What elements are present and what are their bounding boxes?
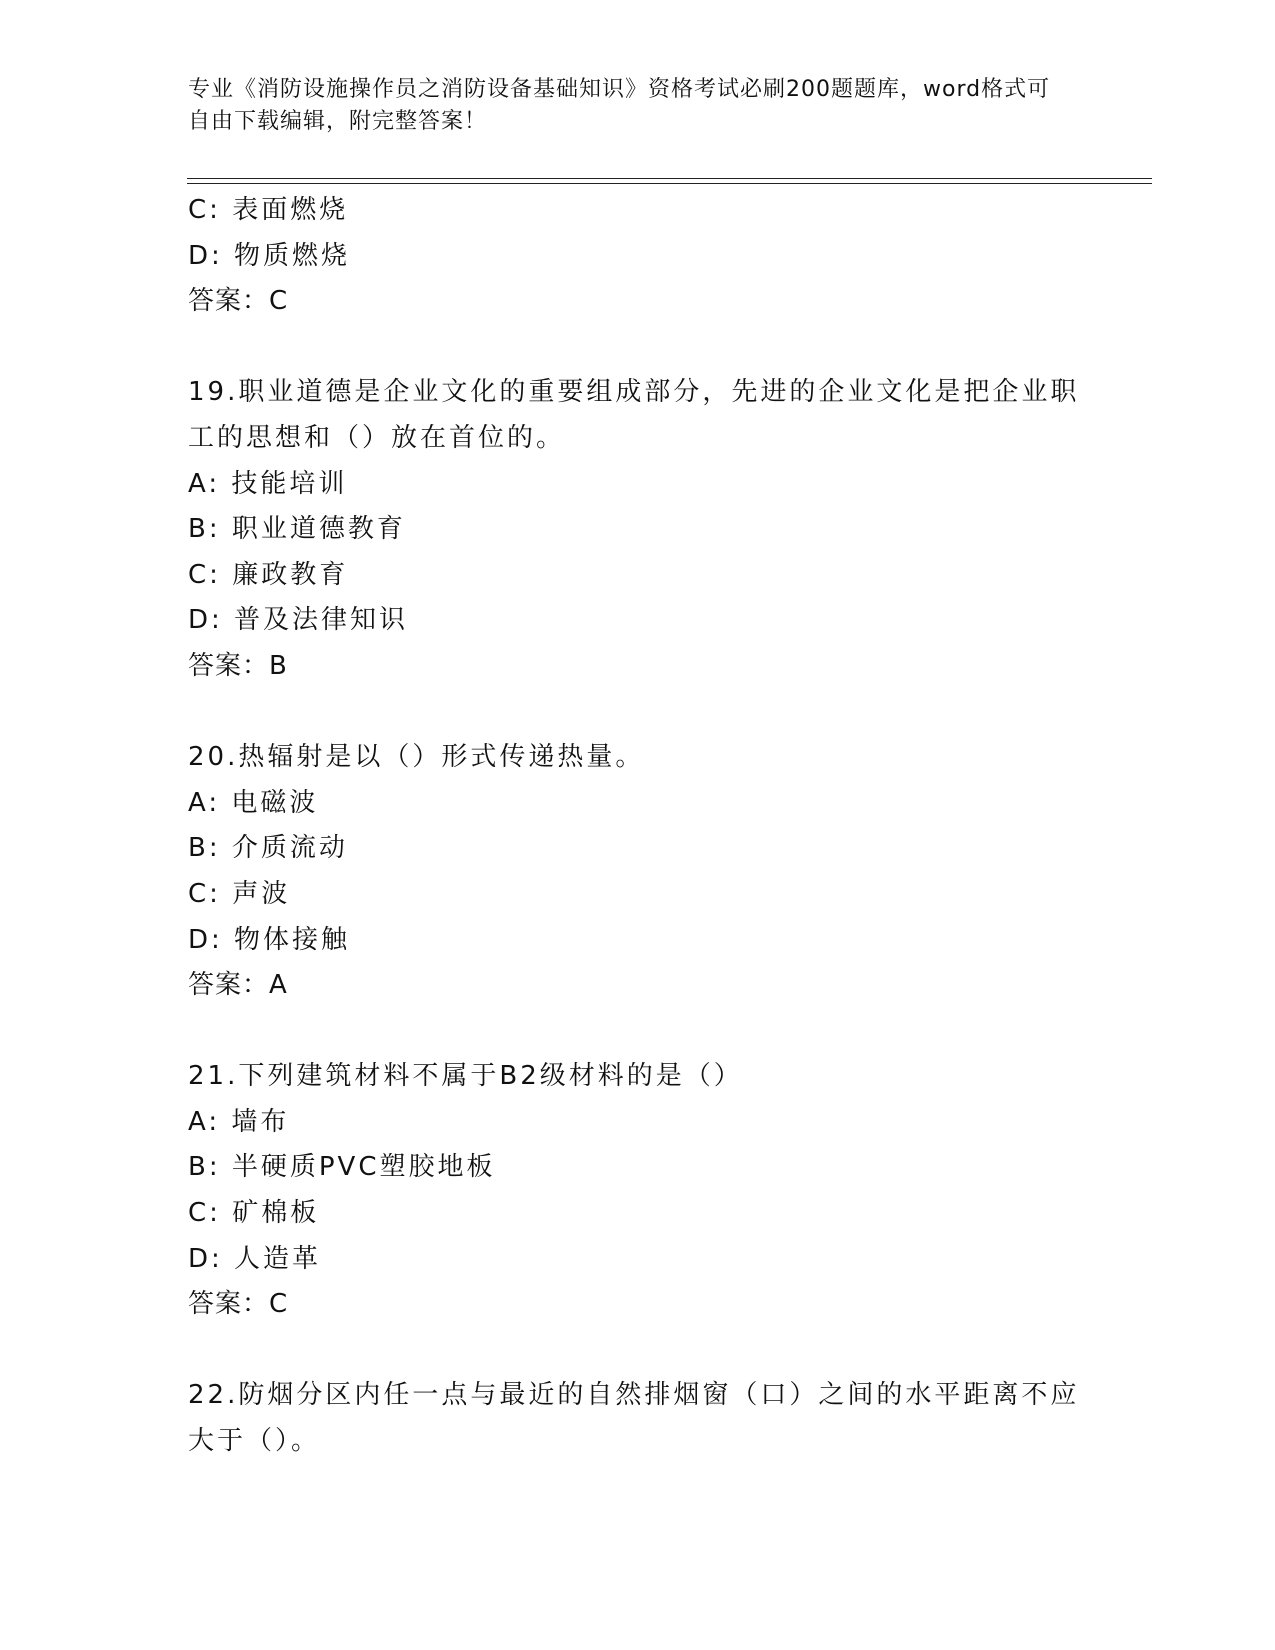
- option-d: D: 人造革: [188, 1243, 322, 1274]
- option-b: B: 半硬质PVC塑胶地板: [188, 1152, 496, 1183]
- option-c: C: 声波: [188, 878, 291, 909]
- question-19: [188, 370, 1088, 689]
- question-22: [188, 1373, 1088, 1464]
- question-text: 19.职业道德是企业文化的重要组成部分，先进的企业文化是把企业职工的思想和（）放在首位的。: [188, 377, 1080, 453]
- question-18-continuation: [188, 188, 1088, 325]
- header-divider-bottom: [187, 183, 1152, 184]
- option-b: B: 职业道德教育: [188, 514, 406, 545]
- option-d: D: 普及法律知识: [188, 605, 409, 636]
- option-d: D: 物体接触: [188, 924, 351, 955]
- header-divider-top: [187, 178, 1152, 179]
- document-header: [188, 74, 1068, 138]
- answer-line: 答案：C: [188, 1289, 289, 1320]
- option-c: C: 表面燃烧: [188, 195, 349, 225]
- option-c: C: 廉政教育: [188, 559, 349, 590]
- answer-line: 答案：C: [188, 286, 289, 317]
- question-list: [188, 188, 1088, 1465]
- option-a: A: 技能培训: [188, 468, 348, 499]
- option-b: B: 介质流动: [188, 833, 348, 864]
- question-21: [188, 1054, 1088, 1328]
- answer-line: 答案：B: [188, 650, 288, 681]
- answer-line: 答案：A: [188, 970, 288, 1001]
- option-a: A: 墙布: [188, 1106, 290, 1137]
- option-d: D: 物质燃烧: [188, 240, 351, 271]
- question-20: [188, 735, 1088, 1009]
- option-a: A: 电磁波: [188, 787, 319, 818]
- question-text: 20.热辐射是以（）形式传递热量。: [188, 742, 645, 773]
- option-c: C: 矿棉板: [188, 1198, 320, 1229]
- header-text: 专业《消防设施操作员之消防设备基础知识》资格考试必刷200题题库，word格式可自由下载编辑，附完整答案！: [188, 77, 1051, 134]
- question-text: 22.防烟分区内任一点与最近的自然排烟窗（口）之间的水平距离不应大于（）。: [188, 1380, 1080, 1457]
- question-text: 21.下列建筑材料不属于B2级材料的是（）: [188, 1061, 743, 1092]
